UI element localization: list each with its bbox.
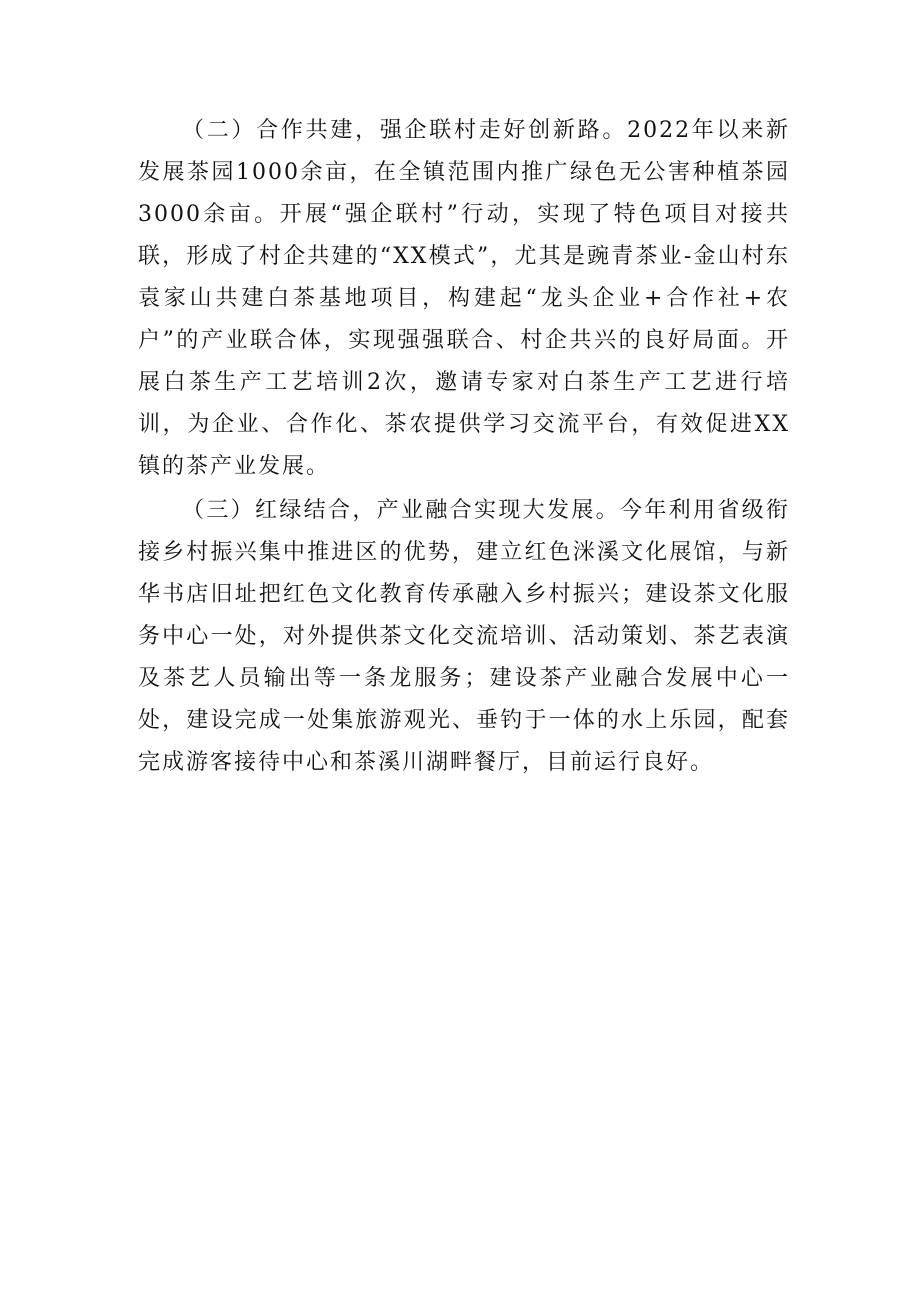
paragraph-cooperation: （二）合作共建，强企联村走好创新路。2022年以来新发展茶园1000余亩，在全镇范围内推广绿色无公害种植茶园3000余亩。开展“强企联村”行动，实现了特色项目对接共联，形成了村企共建的“XX模式”，尤其是豌青茶业-金山村东袁家山共建白茶基地项目，构建起“龙头企业+合作社+农户”的产业联合体，实现强强联合、村企共兴的良好局面。开展白茶生产工艺培训2次，邀请专家对白茶生产工艺进行培训，为企业、合作化、茶农提供学习交流平台，有效促进XX镇的茶产业发展。 — [138, 118, 790, 479]
document-body — [138, 110, 790, 786]
paragraph-red-green-integration: （三）红绿结合，产业融合实现大发展。今年利用省级衔接乡村振兴集中推进区的优势，建立红色洣溪文化展馆，与新华书店旧址把红色文化教育传承融入乡村振兴；建设茶文化服务中心一处，对外提供茶文化交流培训、活动策划、茶艺表演及茶艺人员输出等一条龙服务；建设茶产业融合发展中心一处，建设完成一处集旅游观光、垂钓于一体的水上乐园，配套完成游客接待中心和茶溪川湖畔餐厅，目前运行良好。 — [138, 498, 790, 775]
